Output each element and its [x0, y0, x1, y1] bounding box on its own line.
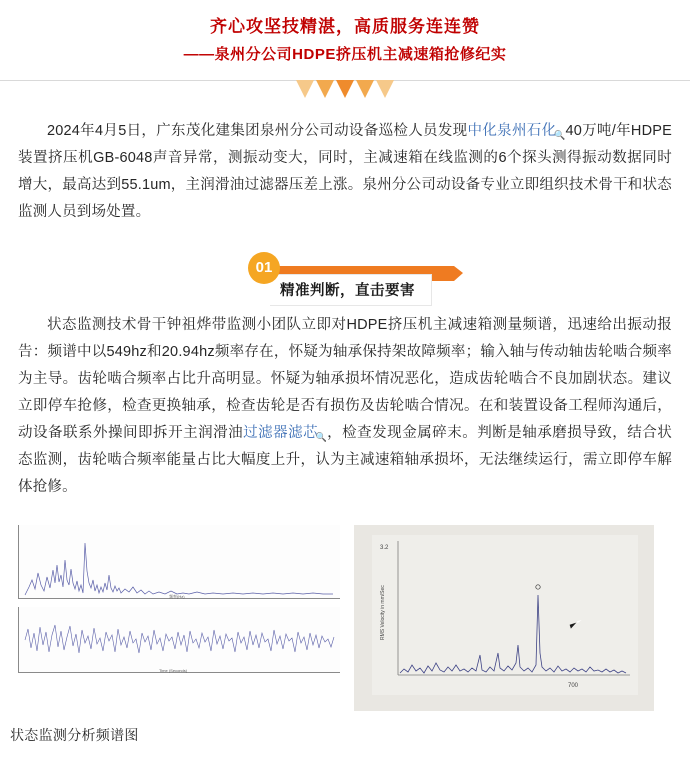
paragraph-2-text-a: 状态监测技术骨干钟祖烨带监测小团队立即对HDPE挤压机主减速箱测量频谱，迅速给出振动报告：频谱中以549hz和20.94hz频率存在，怀疑为轴承保持架故障频率；输入轴与传动轴齿轮啮合频率为主导。齿轮啮合频率占比升高明显。怀疑为轴承损坏情况恶化，造成齿轮啮合不良加剧状态。建议立即停车抢修，检查更换轴承，检查齿轮是否有损伤及齿轮啮合情况。在和装置设备工程师沟通后，动设备联系外操间即拆开主润滑油 [18, 317, 672, 441]
spectrum-photo-ytick: 3.2 [380, 545, 389, 551]
paragraph-2 [18, 312, 672, 501]
inline-link-company-label: 中化泉州石化 [467, 123, 557, 139]
search-icon: 🔍 [554, 130, 566, 140]
waveform-plot-xlabel: Time (Seconds) [159, 668, 188, 673]
inline-link-filter[interactable] [243, 425, 327, 441]
spectrum-photo-svg [372, 535, 638, 695]
spectrum-plot-top [18, 525, 340, 599]
section-number-badge: 01 [248, 252, 280, 284]
figure-spectrum-photo [354, 525, 654, 711]
figure-spectrum-pair [18, 525, 340, 675]
spectrum-photo-xtick: 700 [568, 683, 579, 689]
figure-caption: 状态监测分析频谱图 [10, 727, 139, 743]
paragraph-1-text-a: 2024年4月5日，广东茂化建集团泉州分公司动设备巡检人员发现 [47, 123, 468, 139]
waveform-plot-bottom [18, 607, 340, 673]
spectrum-photo-plot [372, 535, 638, 695]
section-title: 精准判断，直击要害 [270, 274, 432, 306]
spectrum-plot-top-svg [19, 525, 341, 599]
search-icon: 🔍 [315, 432, 328, 442]
header-divider [0, 80, 690, 104]
page-title: 齐心攻坚技精湛，高质服务连连赞 [210, 17, 480, 36]
document-header [0, 0, 690, 104]
inline-link-filter-label: 过滤器滤芯 [243, 425, 319, 441]
inline-link-company[interactable] [468, 123, 566, 139]
paragraph-1-text-b: 40万吨/年HDPE装置挤压机GB-6048声音异常，测振动变大，同时，主减速箱在线监测的6个探头测得振动数据同时增大，最高达到55.1um，主润滑油过滤器压差上涨。泉州分公司动设备专业立即组织技术骨干和状态监测人员到场处置。 [18, 123, 672, 220]
document-body [0, 118, 690, 226]
paragraph-1 [18, 118, 672, 226]
document-body-2 [0, 312, 690, 501]
fan-ornament-icon [302, 80, 388, 102]
page-subtitle: ——泉州分公司HDPE挤压机主减速箱抢修纪实 [183, 46, 507, 63]
figure-group [0, 525, 690, 711]
spectrum-photo-ylabel: RMS Velocity in mm/Sec [380, 585, 386, 640]
spectrum-plot-top-xlabel: 频率(Hz) [169, 594, 185, 599]
paragraph-2-text-b: ，检查发现金属碎末。判断是轴承磨损导致，结合状态监测，齿轮啮合频率能量占比大幅度上升，认为主减速箱轴承损坏，无法继续运行，需立即停车解体抢修。 [18, 425, 673, 495]
section-heading-01 [0, 252, 690, 298]
waveform-plot-bottom-svg [19, 607, 341, 673]
